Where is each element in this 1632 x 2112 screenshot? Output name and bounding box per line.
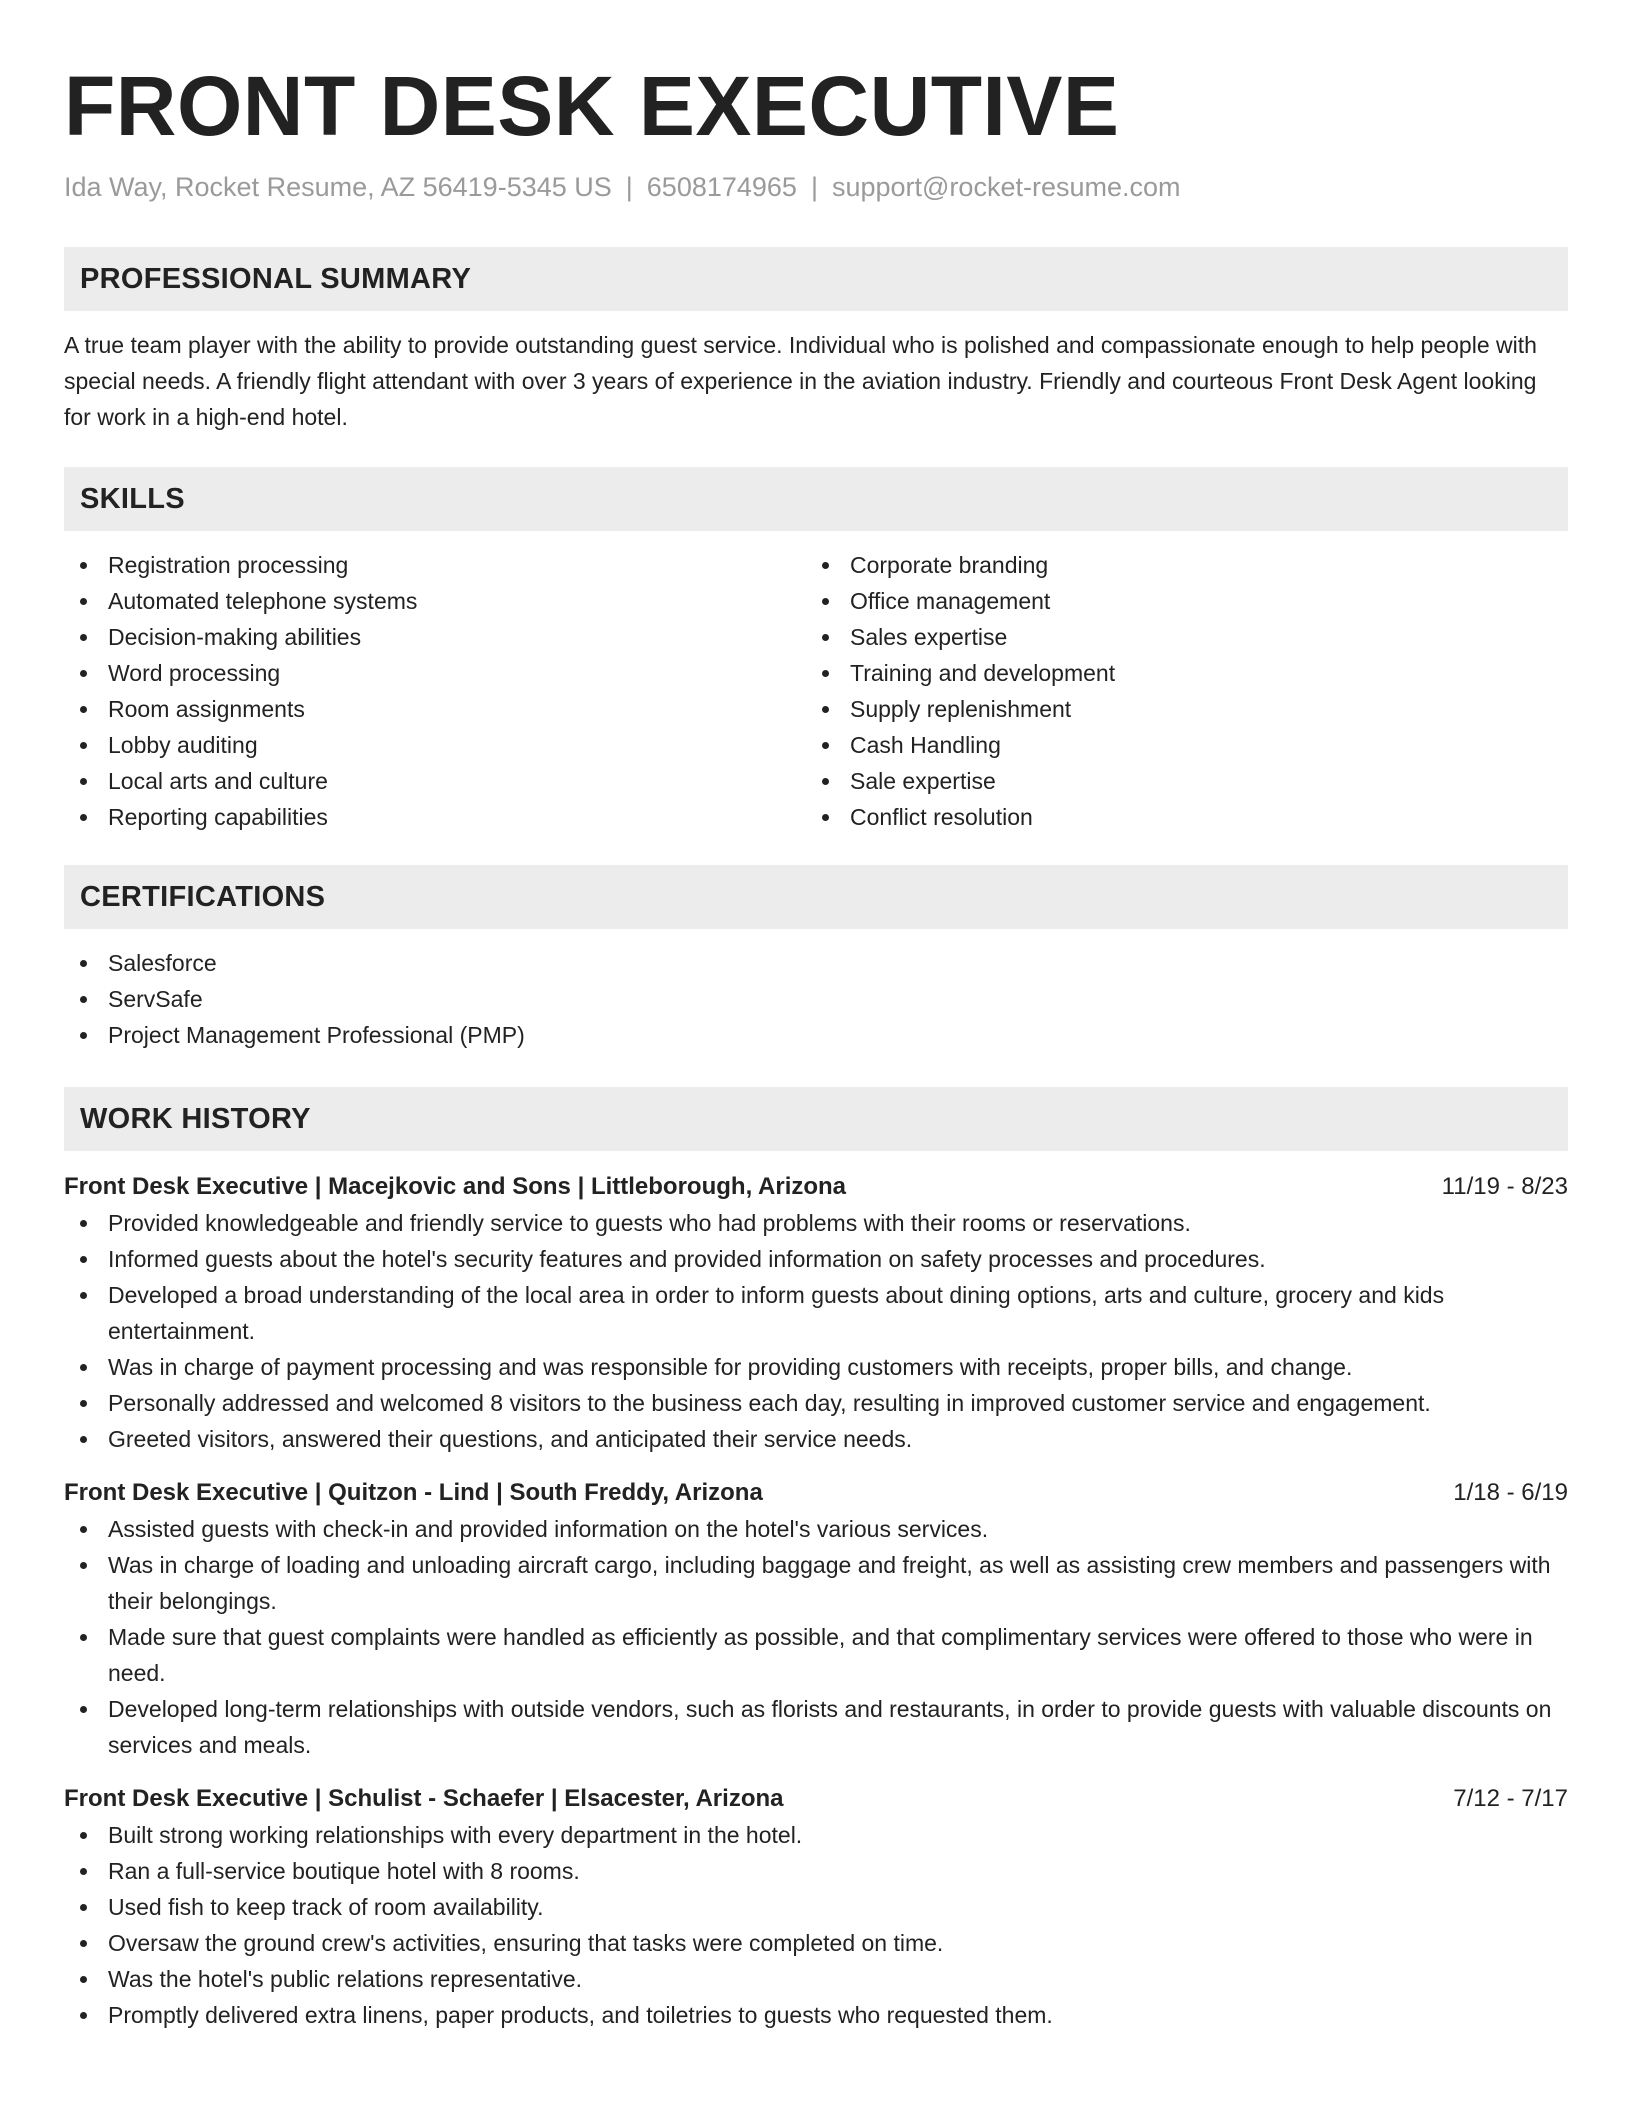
certification-item: ServSafe [64,981,1568,1017]
skill-item: Reporting capabilities [64,799,806,835]
skill-item: Office management [806,583,1548,619]
job-entry [64,1475,1568,1763]
certification-item: Salesforce [64,945,1568,981]
job-dates: 1/18 - 6/19 [1453,1479,1568,1507]
job-bullet: Was in charge of payment processing and was responsible for providing customers with receipts, proper bills, and change. [64,1349,1568,1385]
job-bullet: Used fish to keep track of room availability. [64,1889,1568,1925]
work-history-section [64,1087,1568,2033]
certifications-section [64,865,1568,1053]
skill-item: Local arts and culture [64,763,806,799]
skills-right-list [806,547,1548,835]
certifications-list [64,945,1568,1053]
skill-item: Supply replenishment [806,691,1548,727]
job-bullets [64,1511,1568,1763]
job-header [64,1781,1568,1817]
summary-heading: PROFESSIONAL SUMMARY [64,247,1568,311]
contact-address: Ida Way, Rocket Resume, AZ 56419-5345 US [64,172,612,202]
job-title: Front Desk Executive | Schulist - Schaefer | Elsacester, Arizona [64,1785,784,1813]
job-bullet: Developed long-term relationships with outside vendors, such as florists and restaurants, in order to provide guests with valuable discounts on services and meals. [64,1691,1568,1763]
job-bullet: Provided knowledgeable and friendly service to guests who had problems with their rooms or reservations. [64,1205,1568,1241]
job-bullet: Was the hotel's public relations representative. [64,1961,1568,1997]
work-history-heading: WORK HISTORY [64,1087,1568,1151]
skill-item: Training and development [806,655,1548,691]
contact-line [64,170,1568,205]
job-bullet: Informed guests about the hotel's security features and provided information on safety processes and procedures. [64,1241,1568,1277]
job-entry [64,1169,1568,1457]
skills-left-list [64,547,806,835]
job-bullet: Greeted visitors, answered their questions, and anticipated their service needs. [64,1421,1568,1457]
candidate-name: FRONT DESK EXECUTIVE [64,59,1120,153]
contact-phone: 6508174965 [646,172,797,202]
job-bullet: Developed a broad understanding of the local area in order to inform guests about dining options, arts and culture, grocery and kids entertainment. [64,1277,1568,1349]
job-bullets [64,1205,1568,1457]
summary-text: A true team player with the ability to provide outstanding guest service. Individual who is polished and compassionate enough to help people with special needs. A friendly flight attendant with over 3 years of experience in the aviation industry. Friendly and courteous Front Desk Agent looking for work in a high-end hotel. [64,332,1537,431]
job-bullet: Promptly delivered extra linens, paper products, and toiletries to guests who requested them. [64,1997,1568,2033]
skill-item: Sales expertise [806,619,1548,655]
skills-section [64,467,1568,835]
skill-item: Word processing [64,655,806,691]
certification-item: Project Management Professional (PMP) [64,1017,1568,1053]
skill-item: Corporate branding [806,547,1548,583]
skill-item: Lobby auditing [64,727,806,763]
skill-item: Automated telephone systems [64,583,806,619]
job-bullets [64,1817,1568,2033]
contact-email: support@rocket-resume.com [831,172,1181,202]
job-bullet: Was in charge of loading and unloading aircraft cargo, including baggage and freight, as well as assisting crew members and passengers with their belongings. [64,1547,1568,1619]
job-bullet: Oversaw the ground crew's activities, ensuring that tasks were completed on time. [64,1925,1568,1961]
skills-heading: SKILLS [64,467,1568,531]
skill-item: Conflict resolution [806,799,1548,835]
skill-item: Sale expertise [806,763,1548,799]
certifications-heading: CERTIFICATIONS [64,865,1568,929]
skill-item: Registration processing [64,547,806,583]
job-bullet: Personally addressed and welcomed 8 visitors to the business each day, resulting in improved customer service and engagement. [64,1385,1568,1421]
job-dates: 7/12 - 7/17 [1453,1785,1568,1813]
summary-section [64,247,1568,435]
job-title: Front Desk Executive | Quitzon - Lind | South Freddy, Arizona [64,1479,763,1507]
skills-grid [64,547,1568,835]
job-bullet: Made sure that guest complaints were handled as efficiently as possible, and that complimentary services were offered to those who were in need. [64,1619,1568,1691]
job-dates: 11/19 - 8/23 [1441,1173,1568,1201]
contact-separator: | [625,172,633,202]
job-title: Front Desk Executive | Macejkovic and Sons | Littleborough, Arizona [64,1173,847,1201]
contact-separator: | [810,172,818,202]
skill-item: Room assignments [64,691,806,727]
job-bullet: Assisted guests with check-in and provided information on the hotel's various services. [64,1511,1568,1547]
job-header [64,1169,1568,1205]
job-entry [64,1781,1568,2033]
job-bullet: Ran a full-service boutique hotel with 8 rooms. [64,1853,1568,1889]
job-bullet: Built strong working relationships with every department in the hotel. [64,1817,1568,1853]
skill-item: Cash Handling [806,727,1548,763]
skill-item: Decision-making abilities [64,619,806,655]
job-header [64,1475,1568,1511]
